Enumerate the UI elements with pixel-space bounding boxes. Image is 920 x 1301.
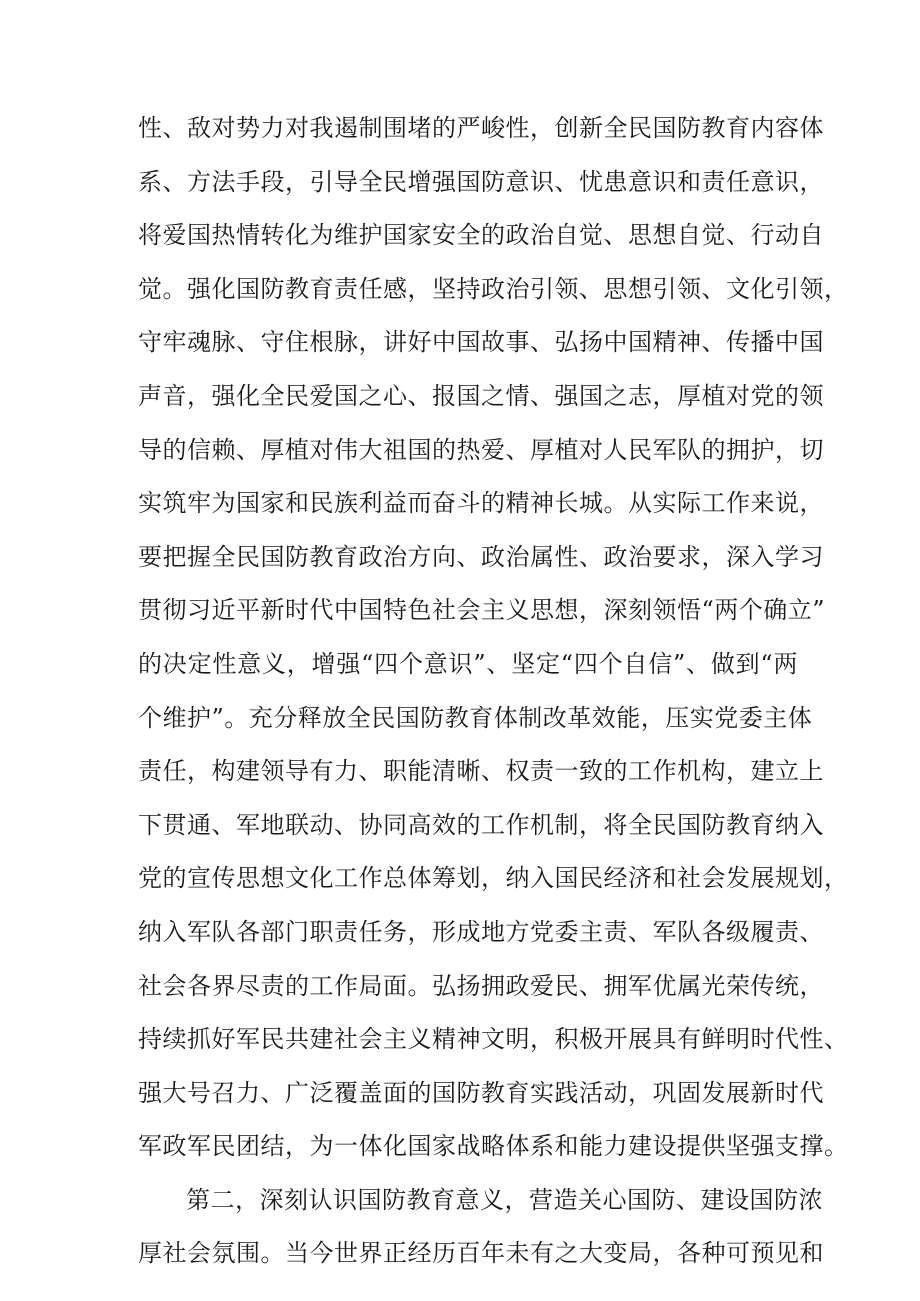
text-line: 导的信赖、厚植对伟大祖国的热爱、厚植对人民军队的拥护，切 bbox=[138, 435, 824, 464]
text-line: 声音，强化全民爱国之心、报国之情、强国之志，厚植对党的领 bbox=[138, 381, 824, 410]
text-line: 个维护”。充分释放全民国防教育体制改革效能，压实党委主体 bbox=[138, 703, 813, 732]
text-line: 守牢魂脉、守住根脉，讲好中国故事、弘扬中国精神、传播中国 bbox=[138, 328, 824, 357]
text-line: 下贯通、军地联动、协同高效的工作机制，将全民国防教育纳入 bbox=[138, 810, 824, 839]
text-line: 持续抓好军民共建社会主义精神文明，积极开展具有鲜明时代性、 bbox=[138, 1025, 849, 1054]
text-line: 社会各界尽责的工作局面。弘扬拥政爱民、拥军优属光荣传统， bbox=[138, 971, 824, 1000]
text-line: 党的宣传思想文化工作总体筹划，纳入国民经济和社会发展规划， bbox=[138, 864, 849, 893]
text-line: 的决定性意义，增强“四个意识”、坚定“四个自信”、做到“两 bbox=[138, 649, 798, 678]
paragraph-2 bbox=[138, 1174, 824, 1281]
text-line: 觉。强化国防教育责任感，坚持政治引领、思想引领、文化引领， bbox=[138, 274, 849, 303]
text-line: 系、方法手段，引导全民增强国防意识、忧患意识和责任意识， bbox=[138, 167, 824, 196]
body-text bbox=[138, 102, 849, 1281]
text-line: 第二，深刻认识国防教育意义，营造关心国防、建设国防浓 bbox=[186, 1185, 823, 1214]
text-line: 性、敌对势力对我遏制围堵的严峻性，创新全民国防教育内容体 bbox=[138, 114, 824, 142]
paragraph-1 bbox=[138, 102, 849, 1174]
text-line: 厚社会氛围。当今世界正经历百年未有之大变局，各种可预见和 bbox=[138, 1239, 824, 1268]
text-line: 强大号召力、广泛覆盖面的国防教育实践活动，巩固发展新时代 bbox=[138, 1078, 824, 1107]
text-line: 纳入军队各部门职责任务，形成地方党委主责、军队各级履责、 bbox=[138, 917, 824, 946]
text-line: 责任，构建领导有力、职能清晰、权责一致的工作机构，建立上 bbox=[138, 757, 824, 786]
text-line: 要把握全民国防教育政治方向、政治属性、政治要求，深入学习 bbox=[138, 542, 824, 571]
text-line: 军政军民团结，为一体化国家战略体系和能力建设提供坚强支撑。 bbox=[138, 1132, 849, 1161]
text-line: 贯彻习近平新时代中国特色社会主义思想，深刻领悟“两个确立” bbox=[138, 596, 826, 625]
text-line: 将爱国热情转化为维护国家安全的政治自觉、思想自觉、行动自 bbox=[138, 221, 824, 250]
text-line: 实筑牢为国家和民族利益而奋斗的精神长城。从实际工作来说， bbox=[138, 489, 824, 518]
